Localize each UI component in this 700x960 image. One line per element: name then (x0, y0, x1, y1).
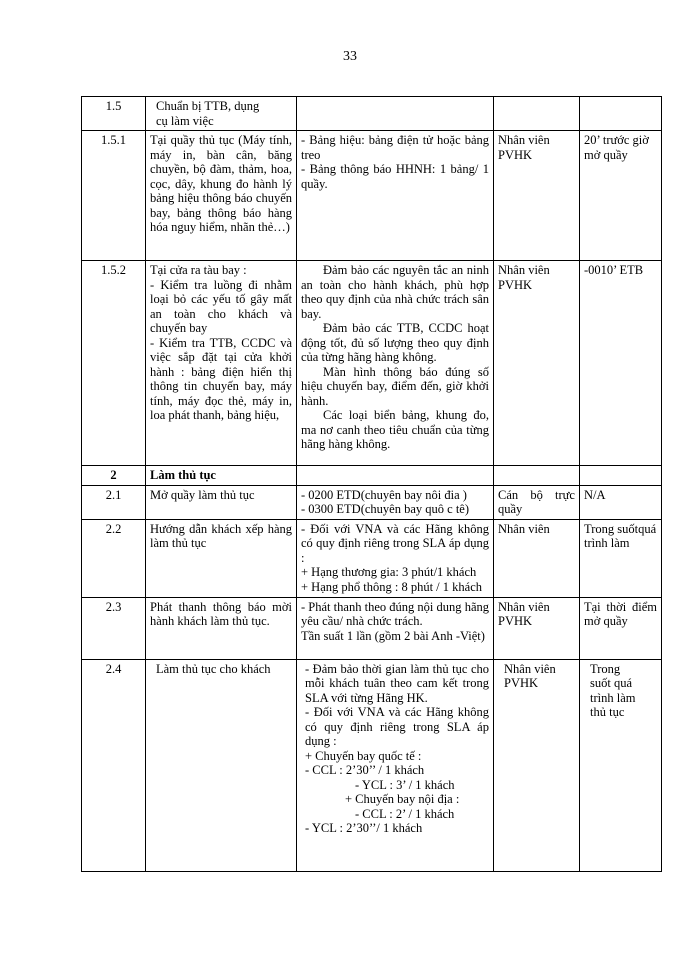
time-cell (580, 97, 662, 131)
requirement-cell: Đảm bảo các nguyên tắc an ninh an toàn cho hành khách, phù hợp theo quy định của nhà chức trách sân bay. Đảm bảo các TTB, CCDC hoạt động tốt, đủ số lượng theo quy định của từng hãng hàng không. Màn hình thông báo đúng số hiệu chuyến bay, điểm đến, giờ khởi hành. Các loại biển bảng, khung đo, ma nơ canh theo tiêu chuẩn của từng hãng hàng không. (297, 261, 494, 466)
row-number: 2.4 (82, 659, 146, 871)
requirement-cell: - Đảm bảo thời gian làm thủ tục cho mỗi khách tuân theo cam kết trong SLA với từng Hãng HK. - Đối với VNA và các Hãng không có quy định riêng trong SLA áp dụng : + Chuyến bay quốc tế : - CCL : 2’30’’ / 1 khách - YCL : 3’ / 1 khách + Chuyến bay nội địa : - CCL : 2’ / 1 khách - YCL : 2’30’’/ 1 khách (297, 659, 494, 871)
row-number: 1.5.2 (82, 261, 146, 466)
time-cell: Trong suốtquá trình làm (580, 519, 662, 597)
section-number: 2 (82, 466, 146, 486)
table-row (82, 597, 662, 659)
responsible-cell (494, 466, 580, 486)
time-cell: -0010’ ETB (580, 261, 662, 466)
row-number: 1.5.1 (82, 131, 146, 261)
responsible-cell: Nhân viên PVHK (494, 131, 580, 261)
task-cell: Phát thanh thông báo mời hành khách làm thủ tục. (146, 597, 297, 659)
time-cell: Tại thời điểm mở quầy (580, 597, 662, 659)
time-cell: Trong suốt quá trình làm thủ tục (580, 659, 662, 871)
requirement-cell: - Đối với VNA và các Hãng không có quy định riêng trong SLA áp dụng : + Hạng thương gia: 3 phút/1 khách + Hạng phổ thông : 8 phút / 1 khách (297, 519, 494, 597)
table-row (82, 659, 662, 871)
responsible-cell: Nhân viên PVHK (494, 659, 580, 871)
responsible-cell (494, 97, 580, 131)
task-cell: Chuẩn bị TTB, dụng cụ làm việc (146, 97, 297, 131)
table-row (82, 519, 662, 597)
requirement-cell (297, 466, 494, 486)
responsible-cell: Nhân viên (494, 519, 580, 597)
task-cell: Làm thủ tục cho khách (146, 659, 297, 871)
requirement-cell (297, 97, 494, 131)
row-number: 2.2 (82, 519, 146, 597)
row-number: 2.1 (82, 485, 146, 519)
row-number: 1.5 (82, 97, 146, 131)
task-cell: Mở quầy làm thủ tục (146, 485, 297, 519)
responsible-cell: Cán bộ trực quầy (494, 485, 580, 519)
section-title: Làm thủ tục (146, 466, 297, 486)
time-cell: N/A (580, 485, 662, 519)
time-cell (580, 466, 662, 486)
table-row (82, 466, 662, 486)
responsible-cell: Nhân viên PVHK (494, 597, 580, 659)
task-cell: Tại cửa ra tàu bay : - Kiểm tra luồng đi nhằm loại bỏ các yếu tố gây mất an toàn cho khách và chuyến bay - Kiểm tra TTB, CCDC và việc sắp đặt tại cửa khởi hành : bảng điện hiển thị thông tin chuyến bay, máy tính, máy đọc thẻ, máy in, loa phát thanh, bảng hiệu, (146, 261, 297, 466)
time-cell: 20’ trước giờ mở quầy (580, 131, 662, 261)
task-cell: Hướng dẫn khách xếp hàng làm thủ tục (146, 519, 297, 597)
procedure-table (81, 96, 662, 872)
row-number: 2.3 (82, 597, 146, 659)
table-row (82, 485, 662, 519)
task-cell: Tại quầy thủ tục (Máy tính, máy in, bàn cân, băng chuyền, bộ đàm, thảm, hoa, cọc, dây, khung đo hành lý bảng hiệu thông báo chuyến bay, bảng thông báo hàng hóa nguy hiểm, nhãn thẻ…) (146, 131, 297, 261)
table-row (82, 97, 662, 131)
page-number: 33 (343, 49, 357, 64)
requirement-cell: - Phát thanh theo đúng nội dung hãng yêu cầu/ nhà chức trách. Tần suất 1 lần (gồm 2 bài Anh -Việt) (297, 597, 494, 659)
requirement-cell: - 0200 ETD(chuyên bay nôi đia ) - 0300 ETD(chuyên bay quô c tê) (297, 485, 494, 519)
table-row (82, 131, 662, 261)
requirement-cell: - Bảng hiệu: bảng điện tử hoặc bảng treo - Bảng thông báo HHNH: 1 bảng/ 1 quầy. (297, 131, 494, 261)
table-row (82, 261, 662, 466)
responsible-cell: Nhân viên PVHK (494, 261, 580, 466)
